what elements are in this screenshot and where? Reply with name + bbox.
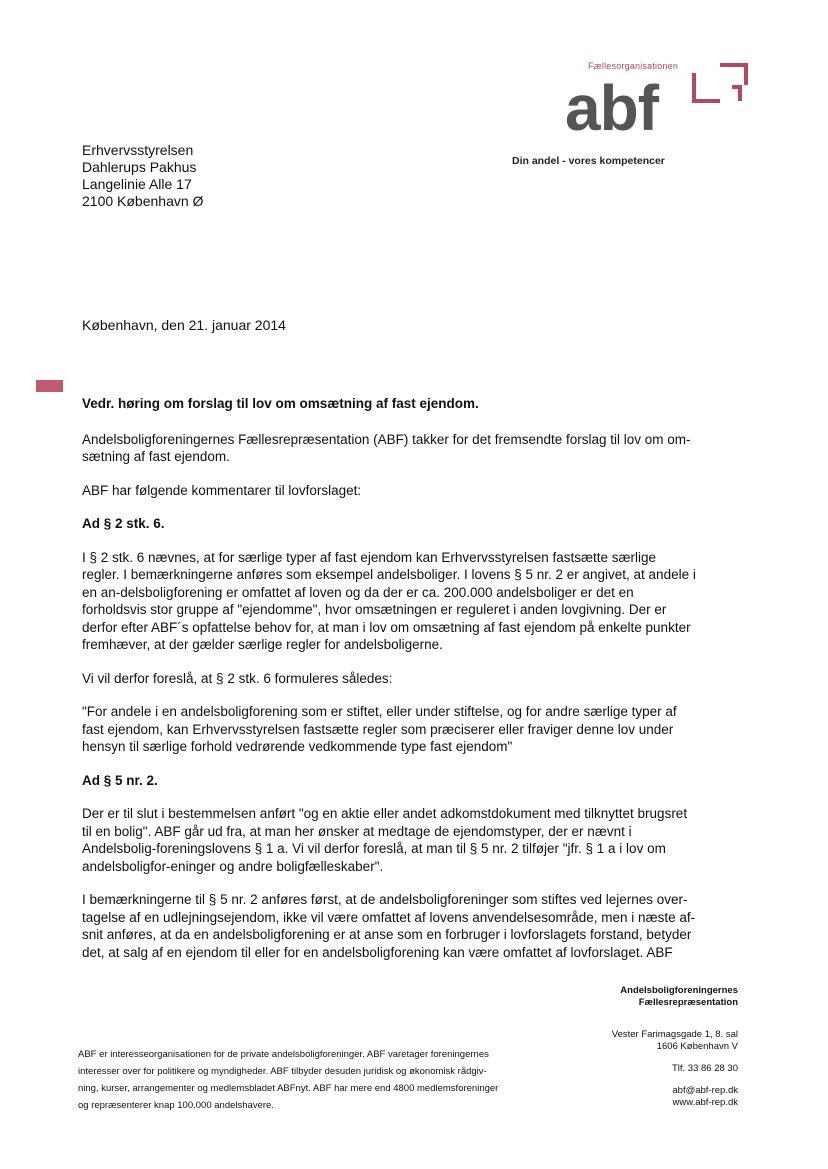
- footer-contact: [560, 985, 738, 1109]
- letter-date: København, den 21. januar 2014: [82, 317, 286, 333]
- letter-body: [82, 395, 697, 977]
- footer-website[interactable]: www.abf-rep.dk: [672, 1097, 738, 1108]
- footer-about-line: ABF er interesseorganisationen for de private andelsboligforeninger. ABF varetager foreningernes: [78, 1049, 489, 1060]
- abf-bracket-logo-icon: [690, 61, 750, 109]
- section-heading: Ad § 2 stk. 6.: [82, 516, 165, 531]
- abf-logo-wordmark: abf: [565, 72, 658, 144]
- address-line: Erhvervsstyrelsen: [82, 142, 194, 158]
- footer-city: 1606 København V: [656, 1041, 738, 1052]
- section-heading: Ad § 5 nr. 2.: [82, 772, 158, 788]
- footer-org-name: Fællesrepræsentation: [638, 997, 738, 1008]
- logo-tagline: Din andel - vores kompetencer: [512, 155, 665, 167]
- logo-organisation-label: Fællesorganisationen: [588, 61, 679, 71]
- paragraph: ABF har følgende kommentarer til lovforslaget:: [82, 482, 362, 498]
- recipient-address: [82, 142, 203, 210]
- footer-about-line: ning, kurser, arrangementer og medlemsbladet ABFnyt. ABF har mere end 4800 medlemsforeninger: [78, 1083, 499, 1094]
- paragraph: Vi vil derfor foreslå, at § 2 stk. 6 formuleres således:: [82, 670, 393, 686]
- letter-subject: Vedr. høring om forslag til lov om omsætning af fast ejendom.: [82, 396, 479, 411]
- footer-about: [78, 1046, 578, 1114]
- paragraph: Andelsboligforeningernes Fællesrepræsentation (ABF) takker for det fremsendte forslag til lov om om-sætning af fast ejendom.: [82, 431, 691, 464]
- paragraph: Der er til slut i bestemmelsen anført "og en aktie eller andet adkomstdokument med tilknyttet brugsret til en bolig". ABF går ud fra, at man her ønsker at medtage de ejendomstyper, der er nævnt i Andelsbolig-foreningslovens § 1 a. Vi vil derfor foreslå, at man til § 5 nr. 2 tilføjer "jfr. § 1 a i lov om andelsboligfor-eninger og andre boligfælleskaber".: [82, 806, 688, 874]
- address-line: Dahlerups Pakhus: [82, 159, 197, 175]
- footer-about-line: og repræsenterer knap 100.000 andelshavere.: [78, 1100, 274, 1111]
- footer-org-name: Andelsboligforeningernes: [620, 985, 738, 996]
- paragraph: I bemærkningerne til § 5 nr. 2 anføres først, at de andelsboligforeninger som stiftes ved lejernes over-tagelse af en udlejningsejendom, ikke vil være omfattet af lovens anvendelsesområde, men i næste af-snit anføres, at da en andelsboligforening er at anse som en forbruger i lovforslagets forstand, betyder det, at salg af en ejendom til eller for en andelsboligforening kan være omfattet af lovforslaget. ABF: [82, 892, 696, 960]
- footer-phone: Tlf. 33 86 28 30: [671, 1063, 738, 1074]
- quoted-proposal: "For andele i en andelsboligforening som er stiftet, eller under stiftelse, og for andre særlige typer af fast ejendom, kan Erhvervsstyrelsen fastsætte regler som præciserer eller fraviger denne lov under hensyn til særlige forhold vedrørende vedkommende type fast ejendom": [82, 704, 677, 754]
- paragraph: I § 2 stk. 6 nævnes, at for særlige typer af fast ejendom kan Erhvervsstyrelsen fastsætte særlige regler. I bemærkningerne anføres som eksempel andelsboliger. I lovens § 5 nr. 2 er angivet, at andele i en an-delsboligforening er omfattet af loven og da der er ca. 200.000 andelsboliger er det en forholdsvis stor gruppe af "ejendomme", hvor omsætningen er reguleret i anden lovgivning. Der er derfor efter ABF´s opfattelse behov for, at man i lov om omsætning af fast ejendom på enkelte punkter fremhæver, at der gælder særlige regler for andelsboligerne.: [82, 549, 696, 652]
- address-line: 2100 København Ø: [82, 193, 204, 209]
- footer-street: Vester Farimagsgade 1, 8. sal: [611, 1029, 738, 1040]
- footer-email[interactable]: abf@abf-rep.dk: [672, 1085, 738, 1096]
- footer-about-line: interesser over for politikere og myndigheder. ABF tilbyder desuden juridisk og økonomisk rådgiv-: [78, 1066, 487, 1077]
- margin-marker: [36, 380, 63, 392]
- address-line: Langelinie Alle 17: [82, 176, 192, 192]
